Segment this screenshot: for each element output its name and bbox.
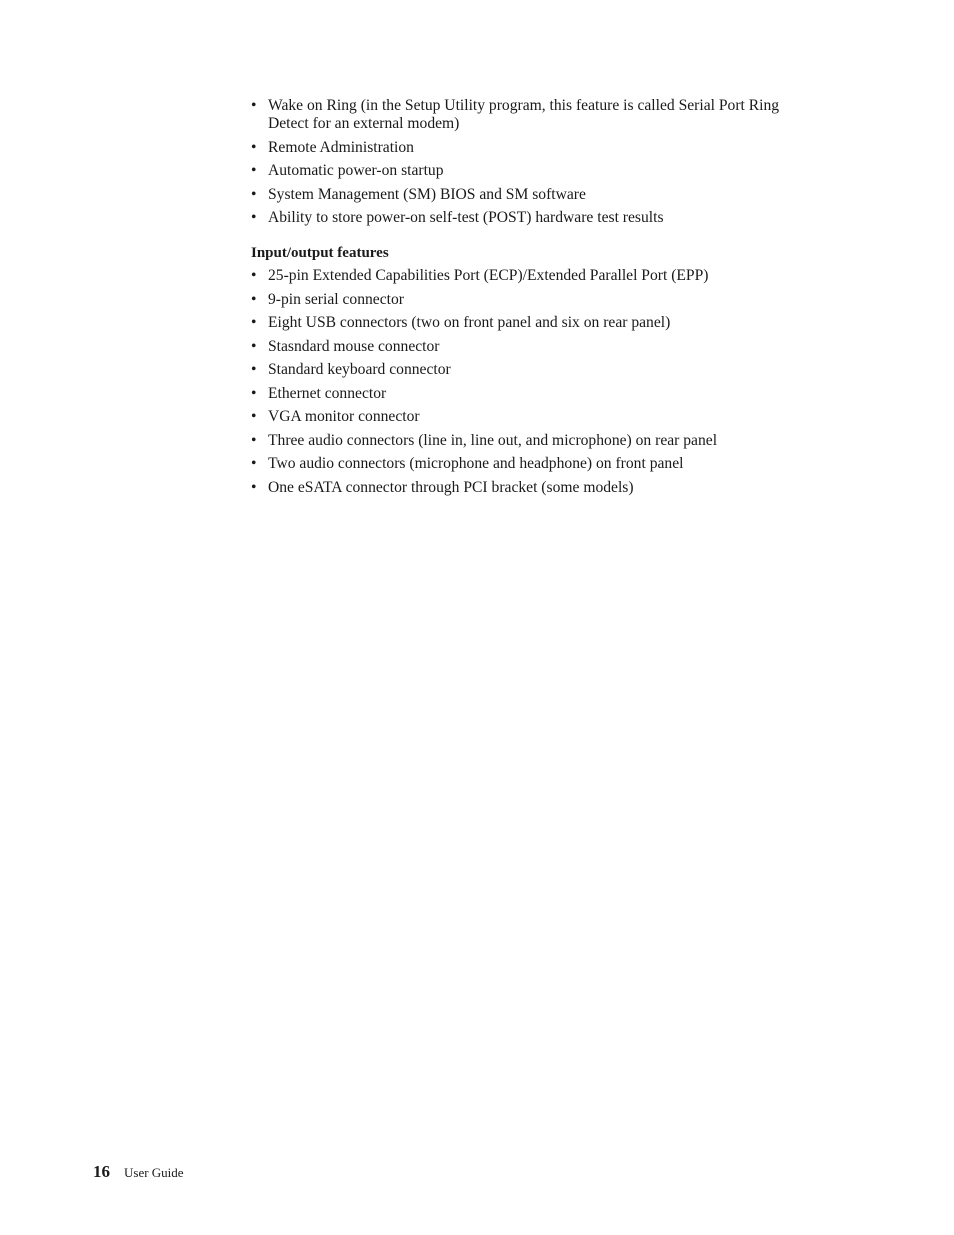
bullet-icon: • (251, 408, 257, 425)
list-item (251, 267, 821, 285)
feature-list-io (251, 267, 821, 497)
list-item (251, 162, 821, 180)
list-item-text: Ability to store power-on self-test (POST) hardware test results (268, 209, 664, 226)
list-item-text: Remote Administration (268, 138, 414, 156)
bullet-icon: • (251, 97, 257, 114)
page-number: 16 (93, 1162, 110, 1181)
document-title: User Guide (124, 1165, 184, 1180)
list-item-text: System Management (SM) BIOS and SM software (268, 185, 586, 203)
bullet-icon: • (251, 431, 257, 449)
bullet-icon: • (251, 455, 257, 472)
bullet-icon: • (251, 290, 257, 308)
bullet-icon: • (251, 337, 257, 355)
section-heading-io: Input/output features (251, 245, 389, 261)
list-item-text: Ethernet connector (268, 384, 387, 402)
list-item (251, 186, 821, 204)
list-item (251, 139, 821, 157)
list-item (251, 479, 821, 497)
bullet-icon: • (251, 162, 257, 179)
list-item-text: Wake on Ring (in the Setup Utility program, this feature is called Serial Port Ring Detect for an external modem) (268, 97, 780, 132)
page-footer (93, 1162, 184, 1182)
list-item-text: One eSATA connector through PCI bracket (some models) (268, 478, 634, 496)
feature-list-top (251, 97, 821, 227)
list-item-text: 9-pin serial connector (268, 290, 404, 308)
bullet-icon: • (251, 314, 257, 331)
list-item (251, 209, 821, 227)
bullet-icon: • (251, 138, 257, 156)
list-item (251, 361, 821, 379)
list-item (251, 338, 821, 356)
list-item-text: VGA monitor connector (268, 408, 420, 425)
page-content (251, 97, 821, 502)
list-item-text: Two audio connectors (microphone and headphone) on front panel (268, 455, 684, 472)
bullet-icon: • (251, 478, 257, 496)
list-item (251, 385, 821, 403)
list-item (251, 97, 821, 133)
list-item-text: Stasndard mouse connector (268, 337, 440, 355)
bullet-icon: • (251, 209, 257, 226)
list-item-text: Three audio connectors (line in, line out, and microphone) on rear panel (268, 431, 718, 449)
list-item (251, 432, 821, 450)
list-item (251, 408, 821, 426)
bullet-icon: • (251, 267, 257, 284)
bullet-icon: • (251, 185, 257, 203)
list-item (251, 314, 821, 332)
list-item (251, 291, 821, 309)
list-item-text: Automatic power-on startup (268, 162, 444, 179)
list-item-text: Standard keyboard connector (268, 361, 451, 378)
bullet-icon: • (251, 384, 257, 402)
list-item-text: Eight USB connectors (two on front panel and six on rear panel) (268, 314, 671, 331)
list-item (251, 455, 821, 473)
list-item-text: 25-pin Extended Capabilities Port (ECP)/Extended Parallel Port (EPP) (268, 267, 709, 284)
bullet-icon: • (251, 361, 257, 378)
